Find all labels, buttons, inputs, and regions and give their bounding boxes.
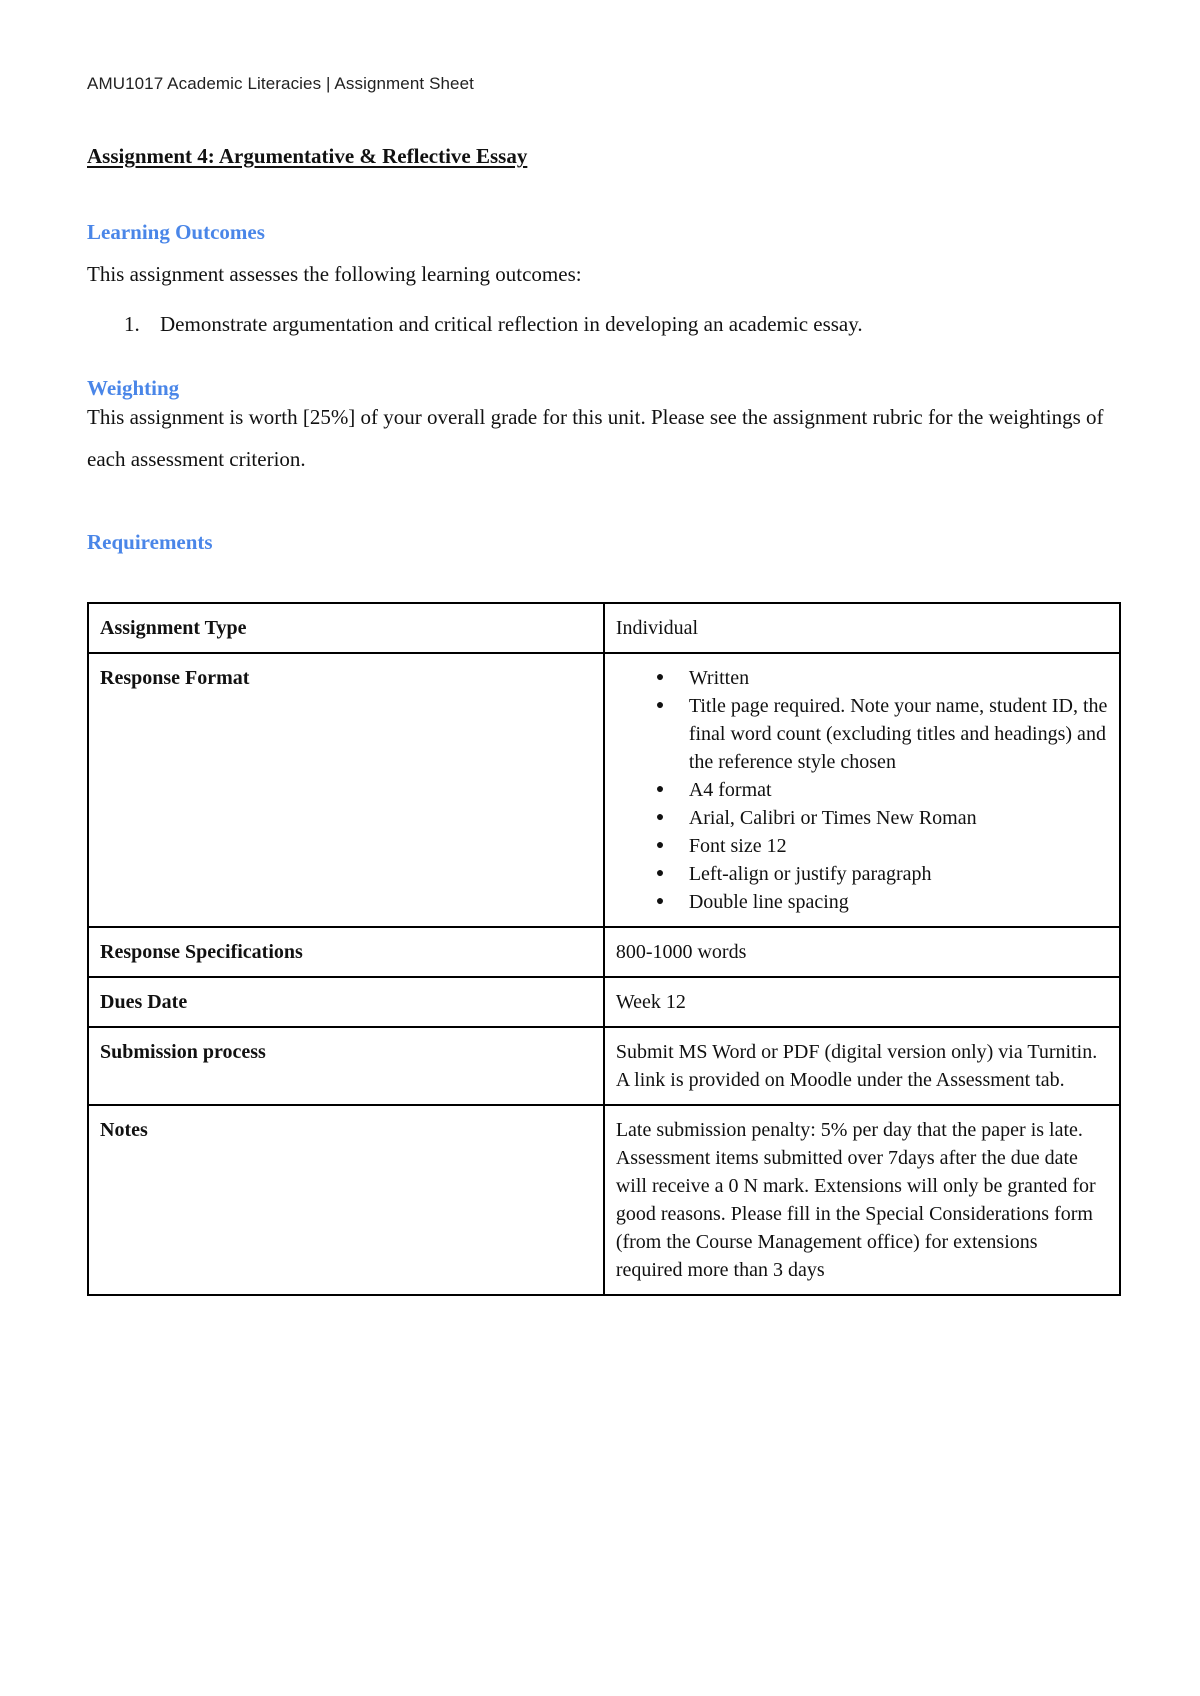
- requirements-table: [87, 602, 1121, 1296]
- row-label-response-specifications: Response Specifications: [88, 927, 604, 977]
- row-label-notes: Notes: [88, 1105, 604, 1295]
- learning-outcome-text: Demonstrate argumentation and critical reflection in developing an academic essay.: [160, 312, 863, 336]
- list-item-text: Arial, Calibri or Times New Roman: [688, 807, 977, 829]
- assignment-title: Assignment 4: Argumentative & Reflective Essay: [87, 144, 528, 168]
- weighting-heading: Weighting: [87, 376, 180, 400]
- table-row: [88, 603, 1120, 653]
- list-item-text: Written: [688, 667, 750, 689]
- row-label-assignment-type: Assignment Type: [88, 603, 604, 653]
- bullet-icon: ●: [655, 838, 665, 853]
- bullet-icon: ●: [655, 810, 665, 825]
- list-item-text: A4 format: [688, 779, 772, 801]
- row-label-due-date: Dues Date: [88, 977, 604, 1027]
- response-format-list: [616, 664, 1108, 916]
- requirements-heading: Requirements: [87, 530, 213, 554]
- row-value-response-format: [604, 653, 1120, 927]
- list-item-text: Font size 12: [688, 835, 787, 857]
- row-value-assignment-type: Individual: [604, 603, 1120, 653]
- weighting-text: This assignment is worth [25%] of your overall grade for this unit. Please see the assignment rubric for the weightings of each assessment criterion.: [87, 405, 1104, 471]
- bullet-icon: ●: [655, 894, 665, 909]
- list-item: [616, 692, 1108, 776]
- row-value-due-date: Week 12: [604, 977, 1120, 1027]
- table-row: [88, 1027, 1120, 1105]
- list-item: [616, 832, 1108, 860]
- list-item-text: Title page required. Note your name, student ID, the final word count (excluding titles and headings) and the reference style chosen: [688, 695, 1108, 773]
- row-label-submission-process: Submission process: [88, 1027, 604, 1105]
- bullet-icon: ●: [655, 698, 665, 713]
- list-item-text: Left-align or justify paragraph: [688, 863, 932, 885]
- learning-outcomes-list: [87, 312, 863, 337]
- row-label-response-format: Response Format: [88, 653, 604, 927]
- table-row: [88, 977, 1120, 1027]
- bullet-icon: ●: [655, 670, 665, 685]
- learning-outcome-number: 1.: [124, 312, 140, 336]
- row-value-submission-process: Submit MS Word or PDF (digital version only) via Turnitin. A link is provided on Moodle under the Assessment tab.: [604, 1027, 1120, 1105]
- learning-outcomes-intro: This assignment assesses the following learning outcomes:: [87, 262, 582, 286]
- learning-outcomes-heading: Learning Outcomes: [87, 220, 265, 244]
- list-item: [616, 776, 1108, 804]
- list-item-text: Double line spacing: [688, 891, 849, 913]
- bullet-icon: ●: [655, 782, 665, 797]
- table-row: [88, 1105, 1120, 1295]
- learning-outcome-item: [87, 312, 863, 337]
- list-item: [616, 804, 1108, 832]
- row-value-notes: Late submission penalty: 5% per day that the paper is late. Assessment items submitted over 7days after the due date will receive a 0 N mark. Extensions will only be granted for good reasons. Please fill in the Special Considerations form (from the Course Management office) for extensions required more than 3 days: [604, 1105, 1120, 1295]
- list-item: [616, 888, 1108, 916]
- bullet-icon: ●: [655, 866, 665, 881]
- list-item: [616, 860, 1108, 888]
- table-row: [88, 927, 1120, 977]
- row-value-response-specifications: 800-1000 words: [604, 927, 1120, 977]
- list-item: [616, 664, 1108, 692]
- table-row: [88, 653, 1120, 927]
- page-header: AMU1017 Academic Literacies | Assignment Sheet: [87, 74, 474, 93]
